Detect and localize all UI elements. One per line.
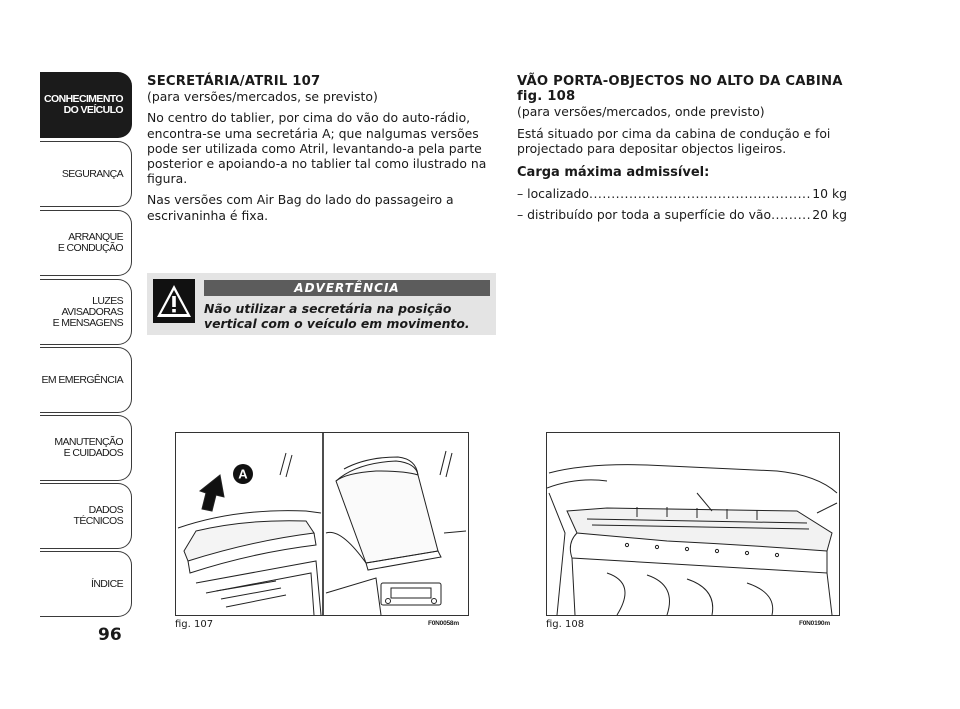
load-row xyxy=(517,207,847,222)
tab-conhecimento[interactable]: CONHECIMENTO DO VEÍCULO xyxy=(40,72,132,138)
section-title: VÃO PORTA-OBJECTOS NO ALTO DA CABINA fig. 108 xyxy=(517,74,843,105)
leader-dots xyxy=(771,207,812,222)
page-number: 96 xyxy=(98,625,122,645)
tab-dados[interactable]: DADOS TÉCNICOS xyxy=(40,483,132,549)
load-heading: Carga máxima admissível: xyxy=(517,165,710,181)
warning-text: Não utilizar a secretária na posição vertical com o veículo em movimento. xyxy=(204,301,470,331)
tab-luzes[interactable]: LUZES AVISADORAS E MENSAGENS xyxy=(40,279,132,345)
warning-heading: ADVERTÊNCIA xyxy=(204,280,490,296)
callout-marker: A xyxy=(238,466,248,482)
dashboard-desk-illustration xyxy=(176,433,468,615)
section-vao xyxy=(517,74,847,223)
figure-caption: fig. 107 xyxy=(175,619,214,630)
body-paragraph: Está situado por cima da cabina de condução e foi projectado para depositar objectos ligeiros. xyxy=(517,125,831,156)
figure-108 xyxy=(546,432,840,616)
warning-box xyxy=(147,273,496,335)
figure-caption: fig. 108 xyxy=(546,619,585,630)
tab-manutencao[interactable]: MANUTENÇÃO E CUIDADOS xyxy=(40,415,132,481)
load-value: 10 kg xyxy=(812,186,847,202)
section-secretaria xyxy=(147,74,497,223)
load-label: – distribuído por toda a superfície do vão xyxy=(517,207,772,223)
load-row xyxy=(517,186,847,201)
figure-code: F0N0058m xyxy=(428,620,459,627)
tab-seguranca[interactable]: SEGURANÇA xyxy=(40,141,132,207)
load-label: – localizado xyxy=(517,186,589,202)
warning-triangle-icon xyxy=(153,279,195,323)
section-subtitle: (para versões/mercados, onde previsto) xyxy=(517,104,765,120)
figure-code: F0N0190m xyxy=(799,620,830,627)
section-subtitle: (para versões/mercados, se previsto) xyxy=(147,89,378,105)
body-paragraph: Nas versões com Air Bag do lado do passageiro a escrivaninha é fixa. xyxy=(147,192,454,223)
chapter-sidebar xyxy=(40,72,134,620)
load-value: 20 kg xyxy=(812,207,847,223)
section-title: SECRETÁRIA/ATRIL 107 xyxy=(147,74,321,89)
tab-arranque[interactable]: ARRANQUE E CONDUÇÃO xyxy=(40,210,132,276)
cabin-storage-illustration xyxy=(547,433,839,615)
body-paragraph: No centro do tablier, por cima do vão do auto-rádio, encontra-se uma secretária A; que nalgumas versões pode ser utilizada como Atril, levantando-a pela parte posterior e apoiando-a no tablier tal como ilustrado na figura. xyxy=(147,110,487,187)
tab-emergencia[interactable]: EM EMERGÊNCIA xyxy=(40,347,132,413)
tab-indice[interactable]: ÍNDICE xyxy=(40,551,132,617)
leader-dots xyxy=(589,186,812,201)
figure-107 xyxy=(175,432,469,616)
